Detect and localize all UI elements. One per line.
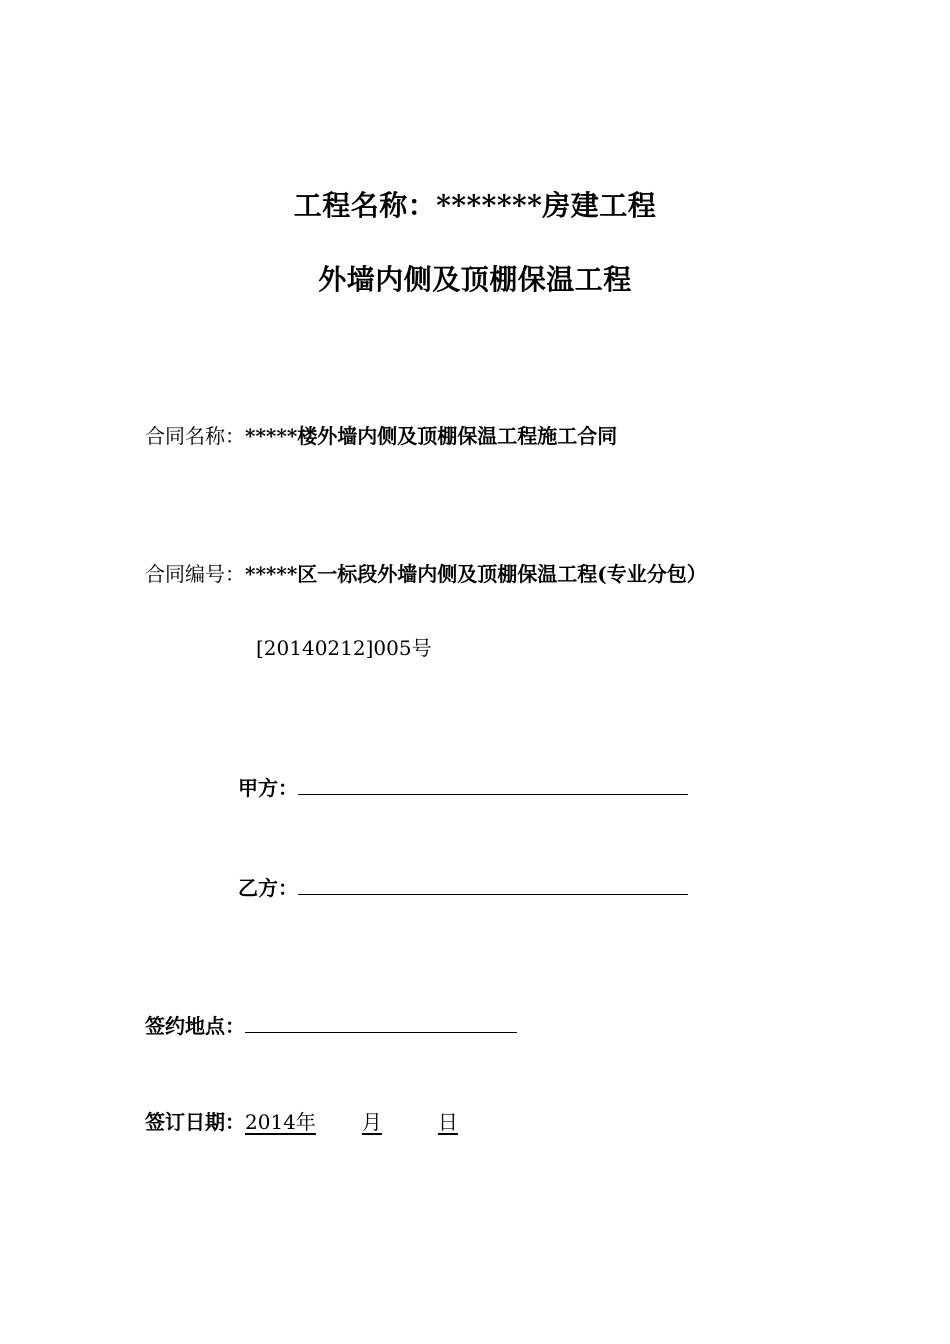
- contract-number-row: [145, 560, 707, 588]
- contract-number-code: [20140212]005号: [256, 636, 432, 660]
- party-b-blank-line[interactable]: [298, 872, 688, 895]
- contract-number-label: 合同编号：: [145, 562, 245, 586]
- sign-date-day: 日: [437, 1110, 458, 1134]
- contract-name-value: *****楼外墙内侧及顶棚保温工程施工合同: [245, 424, 618, 448]
- sign-date-field[interactable]: [245, 1110, 458, 1134]
- party-a-blank-line[interactable]: [298, 772, 688, 795]
- sign-place-label: 签约地点：: [145, 1014, 245, 1038]
- sign-place-row: [145, 1010, 517, 1040]
- sign-date-row: [145, 1108, 458, 1136]
- sign-place-blank-line[interactable]: [245, 1010, 517, 1033]
- sign-date-year: 2014年: [245, 1110, 316, 1134]
- contract-name-label: 合同名称：: [145, 424, 245, 448]
- party-a-row: [238, 772, 688, 802]
- party-a-label: 甲方：: [238, 776, 298, 800]
- contract-name-row: [145, 422, 617, 450]
- project-title: 工程名称：*******房建工程: [293, 189, 657, 222]
- contract-number-value: *****区一标段外墙内侧及顶棚保温工程(专业分包）: [245, 562, 707, 586]
- party-b-label: 乙方：: [238, 876, 298, 900]
- project-subtitle: 外墙内侧及顶棚保温工程: [318, 263, 632, 296]
- sign-date-month: 月: [361, 1110, 382, 1134]
- party-b-row: [238, 872, 688, 902]
- sign-date-label: 签订日期：: [145, 1110, 245, 1134]
